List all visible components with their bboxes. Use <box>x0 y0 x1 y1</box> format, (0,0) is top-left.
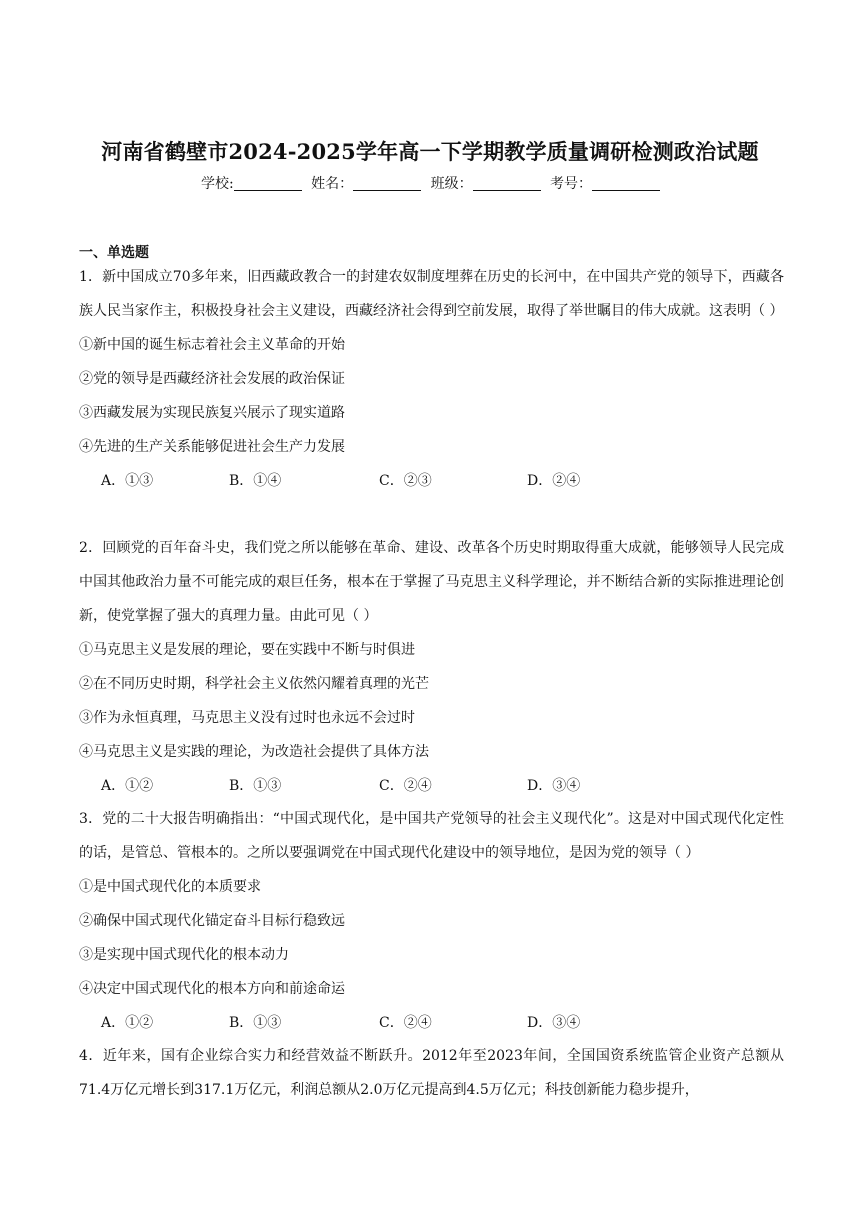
exam-title: 河南省鹤壁市2024-2025学年高一下学期教学质量调研检测政治试题 <box>101 139 759 164</box>
question-stem: 3．党的二十大报告明确指出：“中国式现代化，是中国共产党领导的社会主义现代化”。这是对中国式现代化定性的话，是管总、管根本的。之所以要强调党在中国式现代化建设中的领导地位，是因为党的领导（ ） <box>79 811 784 861</box>
name-label: 姓名： <box>311 176 354 192</box>
class-label: 班级： <box>430 176 473 192</box>
statement-option: ①新中国的诞生标志着社会主义革命的开始 <box>79 337 345 353</box>
question-stem: 4．近年来，国有企业综合实力和经营效益不断跃升。2012年至2023年间，全国国资系统监管企业资产总额从71.4万亿元增长到317.1万亿元，利润总额从2.0万亿元提高到4.5万亿元；科技创新能力稳步提升， <box>79 1048 784 1098</box>
answer-choices <box>79 464 784 498</box>
statement-option: ②确保中国式现代化锚定奋斗目标行稳致远 <box>79 913 345 929</box>
choice-d[interactable]: D．③④ <box>527 778 581 794</box>
question-2 <box>79 531 784 803</box>
question-stem: 1．新中国成立70多年来，旧西藏政教合一的封建农奴制度埋葬在历史的长河中，在中国共产党的领导下，西藏各族人民当家作主，积极投身社会主义建设，西藏经济社会得到空前发展，取得了举世瞩目的伟大成就。这表明（ ） <box>79 269 784 319</box>
question-4 <box>79 1039 784 1107</box>
statement-option: ③西藏发展为实现民族复兴展示了现实道路 <box>79 405 345 421</box>
choice-a[interactable]: A．①② <box>101 1015 154 1031</box>
choice-a[interactable]: A．①② <box>101 778 154 794</box>
statement-option: ①是中国式现代化的本质要求 <box>79 879 261 895</box>
school-blank[interactable] <box>234 176 302 191</box>
section-heading: 一、单选题 <box>79 245 149 261</box>
statement-option: ①马克思主义是发展的理论，要在实践中不断与时俱进 <box>79 642 415 658</box>
school-label: 学校: <box>200 176 234 192</box>
answer-choices <box>79 1006 784 1040</box>
choice-c[interactable]: C．②④ <box>379 778 432 794</box>
choice-c[interactable]: C．②③ <box>379 473 432 489</box>
statement-option: ②党的领导是西藏经济社会发展的政治保证 <box>79 371 345 387</box>
statement-option: ④先进的生产关系能够促进社会生产力发展 <box>79 439 345 455</box>
name-blank[interactable] <box>353 176 421 191</box>
choice-d[interactable]: D．③④ <box>527 1015 581 1031</box>
choice-b[interactable]: B．①③ <box>229 778 282 794</box>
exam-number-label: 考号： <box>550 176 593 192</box>
statement-option: ④决定中国式现代化的根本方向和前途命运 <box>79 981 345 997</box>
answer-choices <box>79 769 784 803</box>
statement-option: ③是实现中国式现代化的根本动力 <box>79 947 289 963</box>
statement-option: ②在不同历史时期，科学社会主义依然闪耀着真理的光芒 <box>79 676 429 692</box>
question-stem: 2．回顾党的百年奋斗史，我们党之所以能够在革命、建设、改革各个历史时期取得重大成就，能够领导人民完成中国其他政治力量不可能完成的艰巨任务，根本在于掌握了马克思主义科学理论，并不断结合新的实际推进理论创新，使党掌握了强大的真理力量。由此可见（ ） <box>79 540 784 624</box>
class-blank[interactable] <box>473 176 541 191</box>
question-3 <box>79 802 784 1040</box>
choice-a[interactable]: A．①③ <box>101 473 154 489</box>
student-info-line <box>0 173 860 193</box>
exam-number-blank[interactable] <box>592 176 660 191</box>
choice-c[interactable]: C．②④ <box>379 1015 432 1031</box>
statement-option: ③作为永恒真理，马克思主义没有过时也永远不会过时 <box>79 710 415 726</box>
choice-d[interactable]: D．②④ <box>527 473 581 489</box>
statement-option: ④马克思主义是实践的理论，为改造社会提供了具体方法 <box>79 744 429 760</box>
choice-b[interactable]: B．①④ <box>229 473 282 489</box>
question-1 <box>79 260 784 498</box>
choice-b[interactable]: B．①③ <box>229 1015 282 1031</box>
